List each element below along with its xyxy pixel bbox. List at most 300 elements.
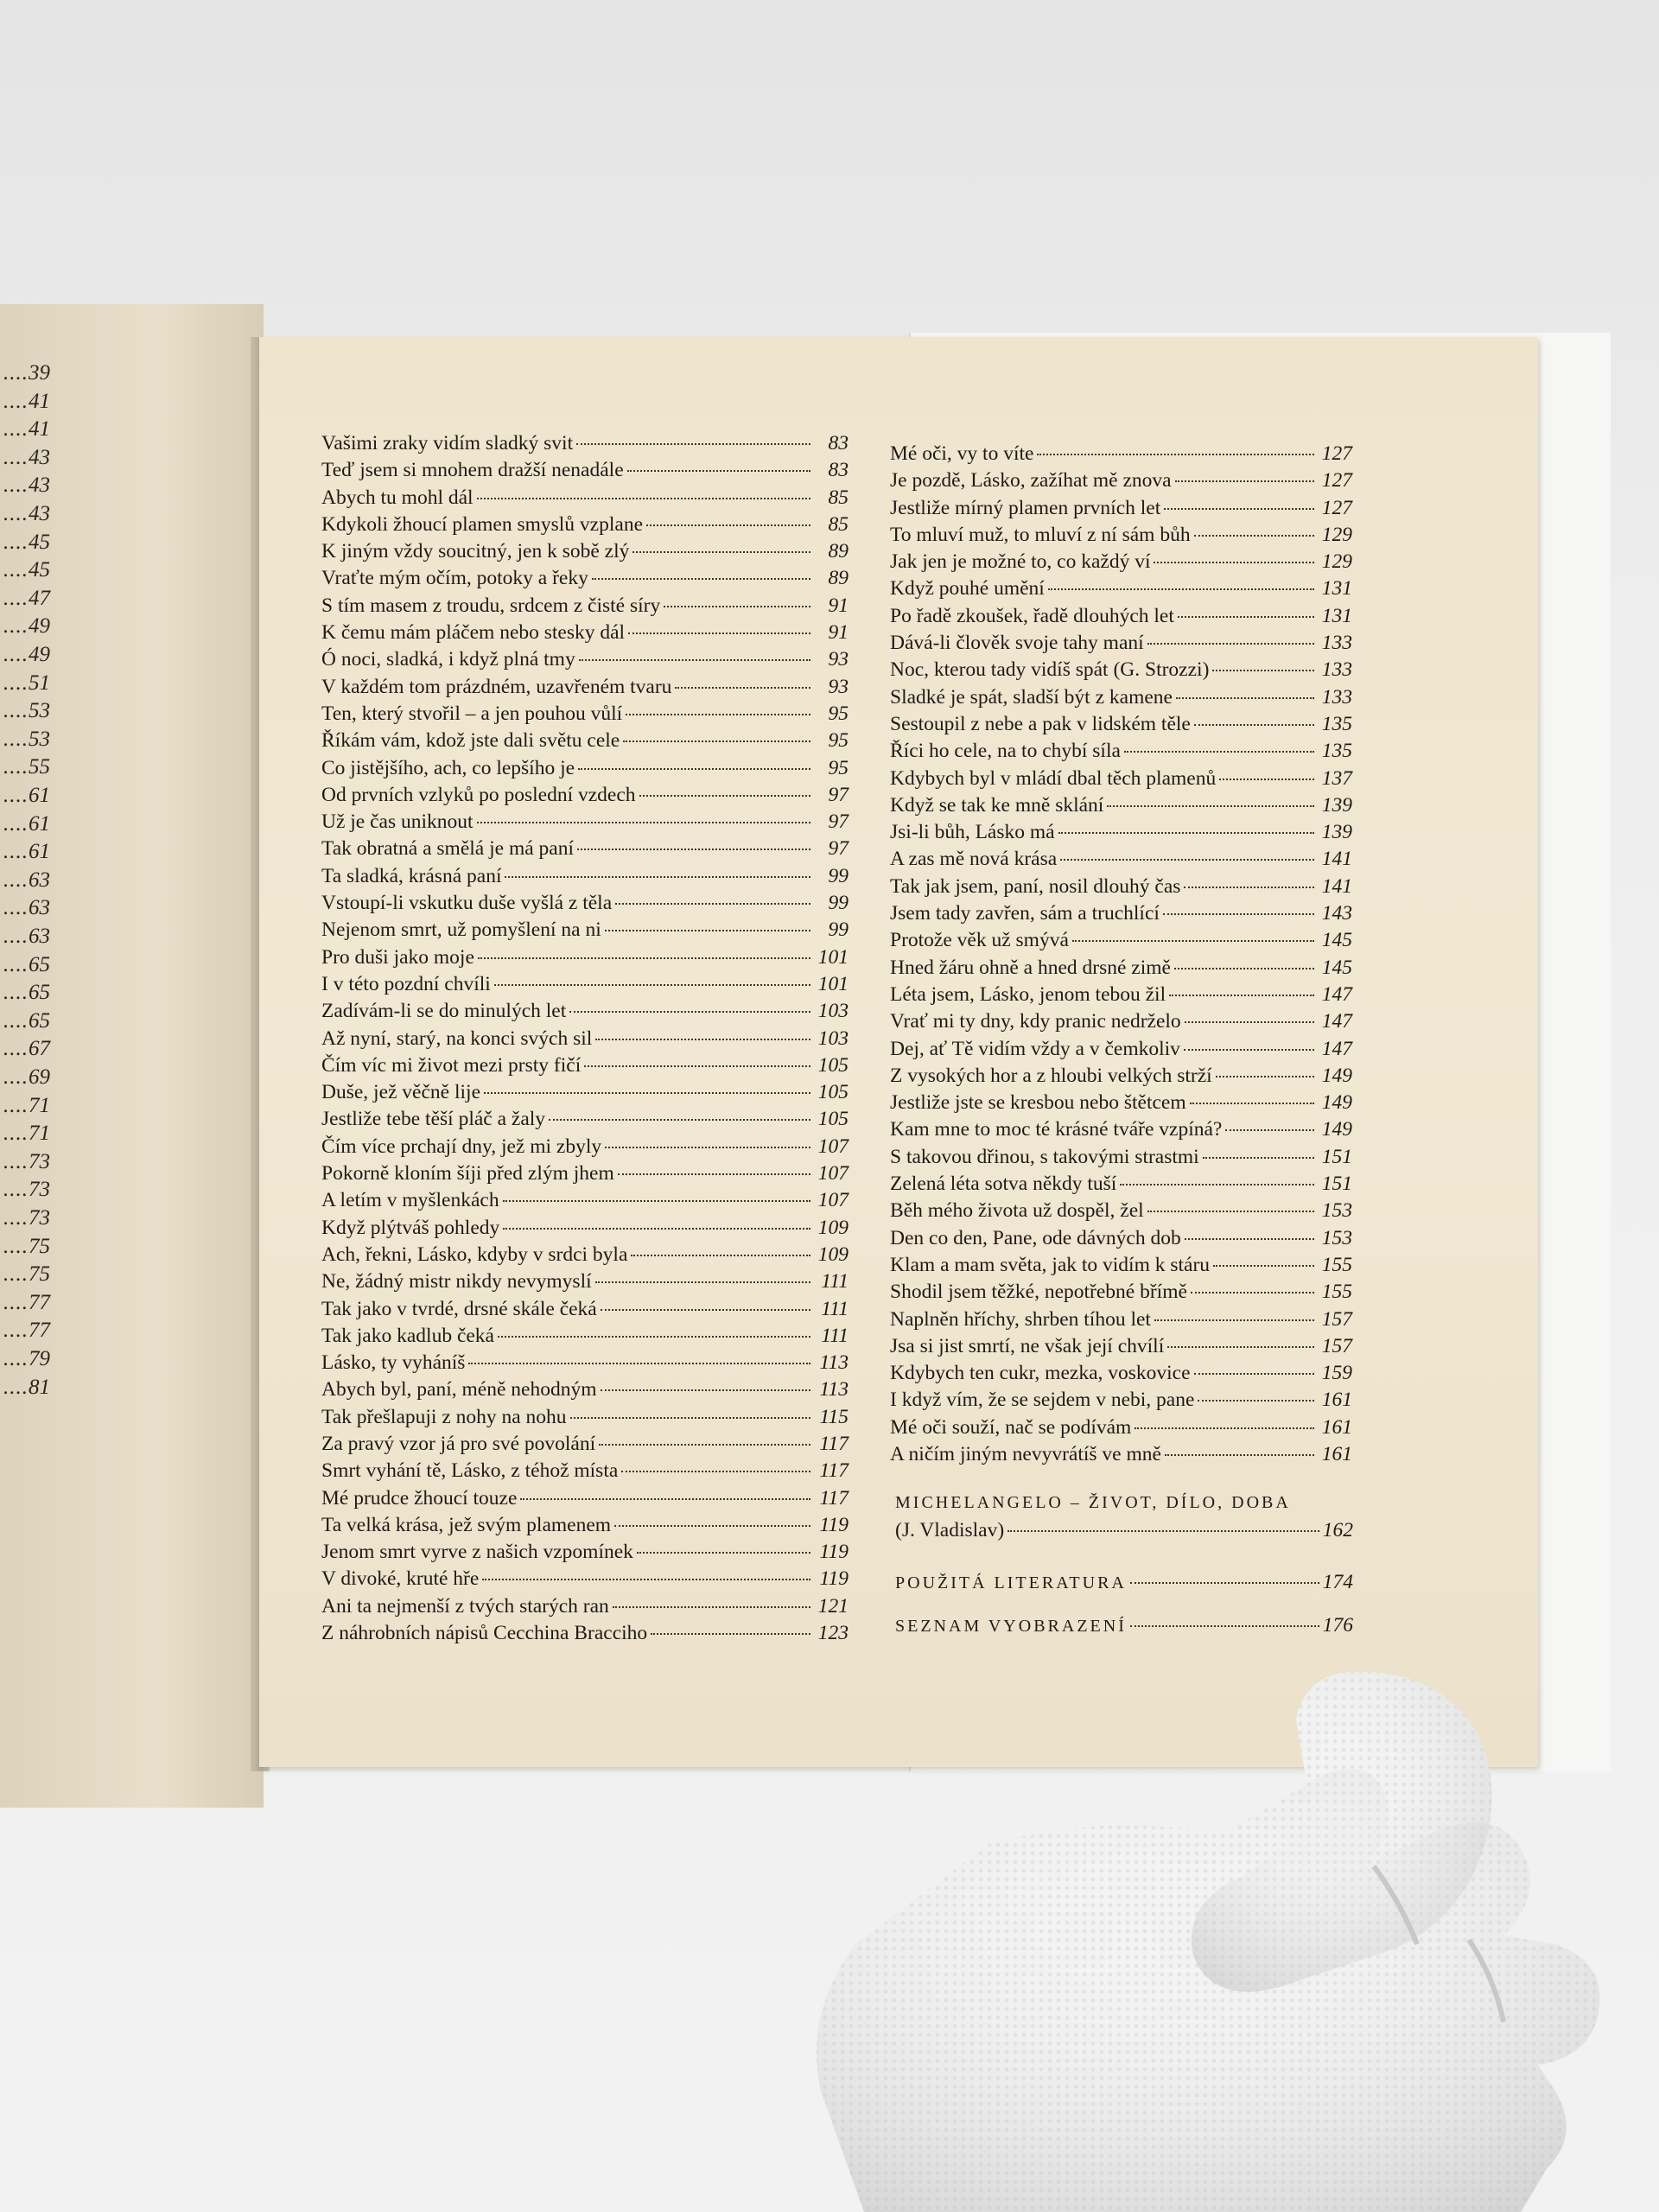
left-page-number: .... 43 xyxy=(0,446,50,470)
toc-entry xyxy=(321,973,849,1000)
toc-entry-title: Ten, který stvořil – a jen pouhou vůlí xyxy=(321,702,623,725)
toc-entry-title: Sestoupil z nebe a pak v lidském těle xyxy=(890,712,1191,735)
toc-entry-page: 117 xyxy=(819,1459,849,1483)
toc-entry-page: 145 xyxy=(1321,929,1352,952)
dot-leader xyxy=(623,741,810,742)
toc-entry-title: Ne, žádný mistr nikdy nevymyslí xyxy=(321,1270,592,1294)
dot-leader xyxy=(1072,940,1314,942)
toc-entry-page: 117 xyxy=(819,1486,849,1510)
toc-entry-page: 113 xyxy=(819,1351,849,1375)
toc-entry-title: A zas mě nová krása xyxy=(890,848,1058,871)
toc-entry xyxy=(890,632,1352,658)
left-page-number: .... 47 xyxy=(0,587,50,611)
toc-entry-title: Pokorně kloním šíji před zlým jhem xyxy=(321,1162,614,1185)
toc-entry-page: 147 xyxy=(1321,982,1352,1006)
toc-entry xyxy=(890,902,1352,929)
dot-leader xyxy=(1194,724,1314,726)
toc-entry-page: 127 xyxy=(1321,496,1352,519)
toc-entry-title: Říci ho cele, na to chybí síla xyxy=(890,740,1121,763)
dot-leader xyxy=(1213,1265,1314,1267)
toc-entry-title: Když plýtváš pohledy xyxy=(321,1216,500,1239)
left-page-number: .... 49 xyxy=(0,643,50,667)
left-page-number: .... 65 xyxy=(0,953,50,977)
toc-entry xyxy=(321,1595,849,1622)
toc-entry xyxy=(890,1038,1352,1065)
toc-entry-title: S takovou dřinou, s takovými strastmi xyxy=(890,1145,1199,1168)
toc-entry-page: 95 xyxy=(828,702,849,725)
toc-entry xyxy=(321,1487,849,1514)
toc-entry-title: Sladké je spát, sladší být z kamene xyxy=(890,685,1173,709)
toc-entry-title: Čím víc mi život mezi prsty fičí xyxy=(321,1053,582,1077)
toc-entry-page: 127 xyxy=(1321,469,1352,493)
toc-entry-title: Noc, kterou tady vidíš spát (G. Strozzi) xyxy=(890,658,1210,682)
toc-entry-title: Mé oči souží, nač se podívám xyxy=(890,1415,1132,1439)
dot-leader xyxy=(637,1552,810,1554)
left-page-number: .... 73 xyxy=(0,1206,50,1230)
toc-entry-title: Tak obratná a smělá je má paní xyxy=(321,837,574,861)
dot-leader xyxy=(615,903,810,905)
toc-entry-page: 111 xyxy=(821,1297,849,1320)
toc-entry-title: Pro duši jako moje xyxy=(321,945,474,969)
toc-entry-page: 127 xyxy=(1321,442,1352,465)
toc-entry-title: Tak jako v tvrdé, drsné skále čeká xyxy=(321,1297,597,1320)
toc-entry-title: Dává-li člověk svoje tahy maní xyxy=(890,632,1144,655)
toc-entry xyxy=(321,1541,849,1567)
toc-entry-title: Jsem tady zavřen, sám a truchlící xyxy=(890,902,1160,925)
toc-entry-title: K čemu mám pláčem nebo stesky dál xyxy=(321,621,626,645)
dot-leader xyxy=(1184,1049,1314,1051)
toc-entry xyxy=(321,702,849,729)
dot-leader xyxy=(1130,1582,1319,1584)
dot-leader xyxy=(1037,454,1314,455)
dot-leader xyxy=(1176,697,1314,699)
toc-entry xyxy=(321,1189,849,1216)
toc-entry xyxy=(321,1433,849,1459)
left-page-number: .... 81 xyxy=(0,1376,50,1400)
dot-leader xyxy=(605,930,810,931)
dot-leader xyxy=(1135,1427,1314,1429)
toc-entry-page: 119 xyxy=(819,1567,849,1591)
toc-section-literatura xyxy=(895,1571,1353,1597)
toc-entry xyxy=(890,469,1352,496)
dot-leader xyxy=(631,1255,810,1256)
toc-entry-page: 85 xyxy=(828,486,849,509)
section-title: POUŽITÁ LITERATURA xyxy=(895,1573,1127,1592)
section-page: 176 xyxy=(1322,1614,1353,1637)
toc-entry-title: V každém tom prázdném, uzavřeném tvaru xyxy=(321,675,672,698)
toc-entry-page: 97 xyxy=(828,783,849,806)
toc-entry xyxy=(890,1010,1352,1037)
dot-leader xyxy=(578,768,810,770)
dot-leader xyxy=(1212,670,1314,671)
toc-entry xyxy=(321,459,849,486)
left-page-number: .... 55 xyxy=(0,755,50,779)
dot-leader xyxy=(1107,805,1314,807)
toc-entry-page: 131 xyxy=(1321,604,1352,627)
dot-leader xyxy=(1124,751,1314,753)
toc-entry xyxy=(321,1351,849,1378)
left-page-number: .... 61 xyxy=(0,784,50,808)
toc-entry-page: 149 xyxy=(1321,1118,1352,1141)
dot-leader xyxy=(482,1579,810,1580)
toc-entry-title: Mé prudce žhoucí touze xyxy=(321,1486,518,1510)
toc-entry xyxy=(890,1308,1352,1335)
left-page-number: .... 63 xyxy=(0,925,50,949)
toc-entry-title: Když pouhé umění xyxy=(890,577,1045,601)
toc-section-vyobrazeni xyxy=(895,1614,1353,1640)
right-page xyxy=(259,337,1538,1767)
toc-entry xyxy=(890,605,1352,632)
toc-entry-page: 117 xyxy=(819,1432,849,1455)
toc-entry-page: 93 xyxy=(828,648,849,671)
toc-entry xyxy=(321,1027,849,1054)
dot-leader xyxy=(1154,1319,1314,1321)
left-page-number: .... 53 xyxy=(0,728,50,752)
toc-entry xyxy=(321,1081,849,1108)
toc-entry xyxy=(321,594,849,621)
toc-entry-title: Vstoupí-li vskutku duše vyšlá z těla xyxy=(321,892,613,915)
left-page-number: .... 71 xyxy=(0,1094,50,1118)
left-page-number: .... 43 xyxy=(0,502,50,526)
toc-entry-page: 139 xyxy=(1321,793,1352,817)
toc-entry-page: 141 xyxy=(1321,848,1352,871)
toc-entry-page: 149 xyxy=(1321,1091,1352,1115)
dot-leader xyxy=(498,1336,810,1338)
toc-entry-title: Z náhrobních nápisů Cecchina Bracciho xyxy=(321,1622,648,1645)
dot-leader xyxy=(1184,887,1314,888)
dot-leader xyxy=(1167,1346,1314,1348)
dot-leader xyxy=(1175,480,1314,482)
toc-entry-page: 119 xyxy=(819,1541,849,1564)
toc-entry-page: 159 xyxy=(1321,1362,1352,1385)
left-page-number: .... 43 xyxy=(0,474,50,498)
toc-entry xyxy=(321,1514,849,1541)
dot-leader xyxy=(651,1633,810,1635)
toc-entry xyxy=(890,1065,1352,1091)
toc-entry-title: Jsa si jist smrtí, ne však její chvílí xyxy=(890,1334,1165,1357)
dot-leader xyxy=(1164,508,1314,510)
toc-entry-title: Den co den, Pane, ode dávných dob xyxy=(890,1226,1181,1249)
toc-entry-title: Z vysokých hor a z hloubi velkých strží xyxy=(890,1064,1212,1087)
left-page-number: .... 41 xyxy=(0,417,50,442)
dot-leader xyxy=(646,524,810,526)
toc-entry xyxy=(321,784,849,810)
left-page-number: .... 63 xyxy=(0,896,50,920)
toc-entry-page: 161 xyxy=(1321,1389,1352,1412)
toc-entry-page: 155 xyxy=(1321,1253,1352,1276)
dot-leader xyxy=(484,1092,810,1094)
dot-leader xyxy=(675,687,810,689)
toc-entry-title: Jestliže jste se kresbou nebo štětcem xyxy=(890,1091,1186,1115)
toc-entry xyxy=(890,1443,1352,1470)
dot-leader xyxy=(1185,1238,1314,1240)
toc-entry-page: 147 xyxy=(1321,1037,1352,1060)
dot-leader xyxy=(494,984,810,986)
dot-leader xyxy=(1194,535,1314,537)
dot-leader xyxy=(1190,1103,1314,1104)
toc-entry-title: Zelená léta sotva někdy tuší xyxy=(890,1173,1117,1196)
toc-entry-page: 105 xyxy=(817,1053,849,1077)
toc-entry-title: Kdykoli žhoucí plamen smyslů vzplane xyxy=(321,512,644,536)
toc-entry xyxy=(321,1325,849,1351)
left-page-number: .... 61 xyxy=(0,812,50,836)
toc-entry-page: 135 xyxy=(1321,740,1352,763)
toc-entry-title: Vašimi zraky vidím sladký svit xyxy=(321,432,574,454)
section-page: 162 xyxy=(1322,1519,1353,1541)
toc-entry-page: 149 xyxy=(1321,1064,1352,1087)
left-page-number: .... 75 xyxy=(0,1262,50,1287)
toc-entry xyxy=(321,648,849,675)
toc-entry-page: 151 xyxy=(1321,1173,1352,1196)
toc-entry-title: Jak jen je možné to, co každý ví xyxy=(890,550,1151,574)
toc-entry-title: Mé oči, vy to víte xyxy=(890,442,1034,465)
toc-entry-page: 143 xyxy=(1321,902,1352,925)
toc-entry-title: Kdybych byl v mládí dbal těch plamenů xyxy=(890,766,1217,790)
toc-entry-title: Kam mne to moc té krásné tváře vzpíná? xyxy=(890,1118,1223,1141)
toc-entry-page: 113 xyxy=(819,1378,849,1402)
toc-entry-title: Abych byl, paní, méně nehodným xyxy=(321,1378,597,1402)
dot-leader xyxy=(1178,616,1314,618)
dot-leader xyxy=(1169,995,1314,996)
toc-entry-page: 99 xyxy=(828,918,849,942)
dot-leader xyxy=(584,1065,810,1067)
toc-entry xyxy=(321,810,849,837)
left-page-number: .... 39 xyxy=(0,361,50,385)
toc-entry xyxy=(321,1378,849,1405)
dot-leader xyxy=(1007,1530,1319,1532)
dot-leader xyxy=(477,498,810,499)
dot-leader xyxy=(549,1119,810,1121)
toc-entry-page: 99 xyxy=(828,864,849,887)
toc-entry-title: Duše, jež věčně lije xyxy=(321,1081,480,1104)
left-page-number: .... 73 xyxy=(0,1178,50,1202)
toc-entry xyxy=(890,1199,1352,1226)
toc-entry-page: 105 xyxy=(817,1108,849,1131)
toc-entry-page: 133 xyxy=(1321,685,1352,709)
dot-leader xyxy=(1194,1373,1314,1375)
toc-entry-title: Naplněn hříchy, shrben tíhou let xyxy=(890,1307,1151,1331)
toc-entry xyxy=(321,513,849,540)
toc-entry xyxy=(890,1362,1352,1389)
toc-entry-title: Za pravý vzor já pro své povolání xyxy=(321,1432,596,1455)
left-page-number: .... 79 xyxy=(0,1347,50,1371)
left-page-number: .... 41 xyxy=(0,390,50,414)
dot-leader xyxy=(576,443,810,445)
toc-entry-title: To mluví muž, to mluví z ní sám bůh xyxy=(890,523,1191,546)
toc-entry-title: Jenom smrt vyrve z našich vzpomínek xyxy=(321,1541,633,1564)
toc-entry xyxy=(321,837,849,864)
toc-entry-title: S tím masem z troudu, srdcem z čisté síry xyxy=(321,594,661,617)
toc-entry-title: Běh mého života už dospěl, žel xyxy=(890,1199,1144,1223)
toc-entry xyxy=(321,729,849,756)
toc-entry xyxy=(321,1135,849,1162)
toc-entry-title: Ani ta nejmenší z tvých starých ran xyxy=(321,1594,609,1618)
toc-entry-page: 161 xyxy=(1321,1442,1352,1465)
toc-entry-title: Léta jsem, Lásko, jenom tebou žil xyxy=(890,982,1166,1006)
toc-entry xyxy=(321,1108,849,1135)
toc-entry xyxy=(321,567,849,594)
dot-leader xyxy=(570,1417,810,1419)
dot-leader xyxy=(577,849,810,850)
toc-entry-page: 153 xyxy=(1321,1199,1352,1223)
toc-entry-page: 157 xyxy=(1321,1307,1352,1331)
dot-leader xyxy=(613,1606,810,1608)
toc-entry-page: 153 xyxy=(1321,1226,1352,1249)
toc-entry-page: 129 xyxy=(1321,523,1352,546)
toc-entry xyxy=(890,1254,1352,1281)
toc-entry xyxy=(890,929,1352,956)
toc-entry xyxy=(890,794,1352,821)
toc-entry-page: 101 xyxy=(817,945,849,969)
toc-entry xyxy=(321,1270,849,1297)
toc-entry xyxy=(890,957,1352,983)
toc-entry xyxy=(321,1406,849,1433)
toc-entry xyxy=(890,848,1352,874)
toc-entry-page: 99 xyxy=(828,892,849,915)
toc-entry-title: Po řadě zkoušek, řadě dlouhých let xyxy=(890,604,1174,627)
toc-entry xyxy=(321,540,849,567)
toc-entry-title: Ta sladká, krásná paní xyxy=(321,864,502,887)
toc-entry xyxy=(321,865,849,892)
toc-entry xyxy=(321,918,849,945)
toc-entry-page: 137 xyxy=(1321,766,1352,790)
left-page-number: .... 69 xyxy=(0,1065,50,1090)
toc-entry-title: Co jistějšího, ach, co lepšího je xyxy=(321,756,575,779)
toc-entry-page: 119 xyxy=(819,1513,849,1536)
toc-entry-title: Ta velká krása, jež svým plamenem xyxy=(321,1513,612,1536)
dot-leader xyxy=(505,876,810,878)
left-page-number: .... 77 xyxy=(0,1319,50,1343)
toc-entry xyxy=(890,524,1352,550)
toc-entry-title: Jestliže mírný plamen prvních let xyxy=(890,496,1161,519)
dot-leader xyxy=(627,470,810,472)
toc-entry-page: 121 xyxy=(817,1594,849,1618)
toc-entry-title: Až nyní, starý, na konci svých sil xyxy=(321,1027,593,1050)
toc-entry xyxy=(321,486,849,513)
dot-leader xyxy=(595,1039,810,1040)
dot-leader xyxy=(639,795,810,797)
left-page-number: .... 53 xyxy=(0,699,50,723)
toc-entry-title: Už je čas uniknout xyxy=(321,810,474,834)
toc-entry-page: 141 xyxy=(1321,874,1352,898)
dot-leader xyxy=(478,957,810,959)
toc-entry-title: Ó noci, sladká, i když plná tmy xyxy=(321,648,575,671)
left-page-number: .... 45 xyxy=(0,558,50,582)
toc-entry xyxy=(321,1298,849,1325)
toc-entry-title: Nejenom smrt, už pomyšlení na ni xyxy=(321,918,601,942)
toc-entry-page: 123 xyxy=(817,1622,849,1645)
toc-entry xyxy=(890,686,1352,713)
left-page-number: .... 45 xyxy=(0,531,50,555)
toc-column-2 xyxy=(890,442,1352,1470)
dot-leader xyxy=(1060,859,1314,861)
left-page-number: .... 61 xyxy=(0,840,50,864)
dot-leader xyxy=(1174,968,1314,969)
toc-entry xyxy=(321,1567,849,1594)
toc-entry xyxy=(321,1217,849,1243)
dot-leader xyxy=(601,1389,811,1391)
toc-entry-title: A ničím jiným nevyvrátíš ve mně xyxy=(890,1442,1161,1465)
toc-entry-page: 89 xyxy=(828,540,849,563)
toc-entry-title: Zadívám-li se do minulých let xyxy=(321,1000,567,1023)
toc-column-1 xyxy=(321,432,849,1649)
toc-entry-title: Tak jak jsem, paní, nosil dlouhý čas xyxy=(890,874,1181,898)
toc-entry-title: A letím v myšlenkách xyxy=(321,1189,499,1212)
left-page-number: .... 49 xyxy=(0,614,50,639)
dot-leader xyxy=(468,1363,810,1364)
dot-leader xyxy=(614,1525,810,1527)
toc-entry-page: 107 xyxy=(817,1189,849,1212)
toc-entry-page: 91 xyxy=(828,594,849,617)
left-page-number: .... 71 xyxy=(0,1122,50,1146)
dot-leader xyxy=(599,1444,810,1446)
section-title: MICHELANGELO – ŽIVOT, DÍLO, DOBA xyxy=(895,1493,1291,1512)
dot-leader xyxy=(595,1281,810,1283)
dot-leader xyxy=(592,578,810,580)
dot-leader xyxy=(1216,1076,1314,1077)
dot-leader xyxy=(1130,1625,1319,1627)
toc-entry xyxy=(321,1243,849,1270)
toc-entry-page: 95 xyxy=(828,729,849,753)
dot-leader xyxy=(618,1173,810,1175)
toc-entry-page: 145 xyxy=(1321,956,1352,979)
toc-entry-title: Teď jsem si mnohem dražší nenadále xyxy=(321,459,624,482)
toc-entry xyxy=(890,875,1352,902)
toc-entry-page: 151 xyxy=(1321,1145,1352,1168)
dot-leader xyxy=(1198,1400,1314,1402)
toc-entry xyxy=(321,432,849,459)
toc-entry xyxy=(321,1000,849,1027)
toc-entry-page: 115 xyxy=(819,1405,849,1428)
toc-entry xyxy=(890,1281,1352,1307)
toc-entry xyxy=(890,1416,1352,1443)
toc-entry-page: 97 xyxy=(828,810,849,834)
toc-entry xyxy=(890,1091,1352,1118)
toc-entry-page: 105 xyxy=(817,1081,849,1104)
toc-entry-title: Abych tu mohl dál xyxy=(321,486,474,509)
toc-entry-page: 147 xyxy=(1321,1010,1352,1033)
left-page-number: .... 51 xyxy=(0,671,50,696)
toc-entry-title: Jsi-li bůh, Lásko má xyxy=(890,821,1055,844)
toc-entry xyxy=(890,983,1352,1010)
toc-entry-page: 133 xyxy=(1321,632,1352,655)
toc-entry xyxy=(890,1227,1352,1254)
dot-leader xyxy=(569,1011,810,1013)
toc-entry xyxy=(890,577,1352,604)
toc-entry xyxy=(321,1162,849,1189)
toc-entry-page: 161 xyxy=(1321,1415,1352,1439)
toc-entry xyxy=(890,767,1352,794)
left-page-number: .... 77 xyxy=(0,1291,50,1315)
toc-entry-title: Ach, řekni, Lásko, kdyby v srdci byla xyxy=(321,1243,628,1266)
toc-entry-title: Kdybych ten cukr, mezka, voskovice xyxy=(890,1362,1191,1385)
section-title: SEZNAM VYOBRAZENÍ xyxy=(895,1617,1127,1636)
dot-leader xyxy=(605,1147,810,1148)
section-page: 174 xyxy=(1322,1571,1353,1593)
toc-entry xyxy=(321,676,849,702)
toc-entry xyxy=(321,1054,849,1081)
dot-leader xyxy=(1191,1292,1314,1294)
dot-leader xyxy=(628,632,810,634)
toc-entry-page: 107 xyxy=(817,1135,849,1158)
toc-entry-page: 83 xyxy=(828,459,849,482)
dot-leader xyxy=(1058,832,1314,834)
toc-entry xyxy=(890,1118,1352,1145)
toc-entry-title: I v této pozdní chvíli xyxy=(321,972,491,995)
toc-entry-page: 97 xyxy=(828,837,849,861)
toc-entry-page: 109 xyxy=(817,1243,849,1266)
toc-entry-page: 135 xyxy=(1321,712,1352,735)
